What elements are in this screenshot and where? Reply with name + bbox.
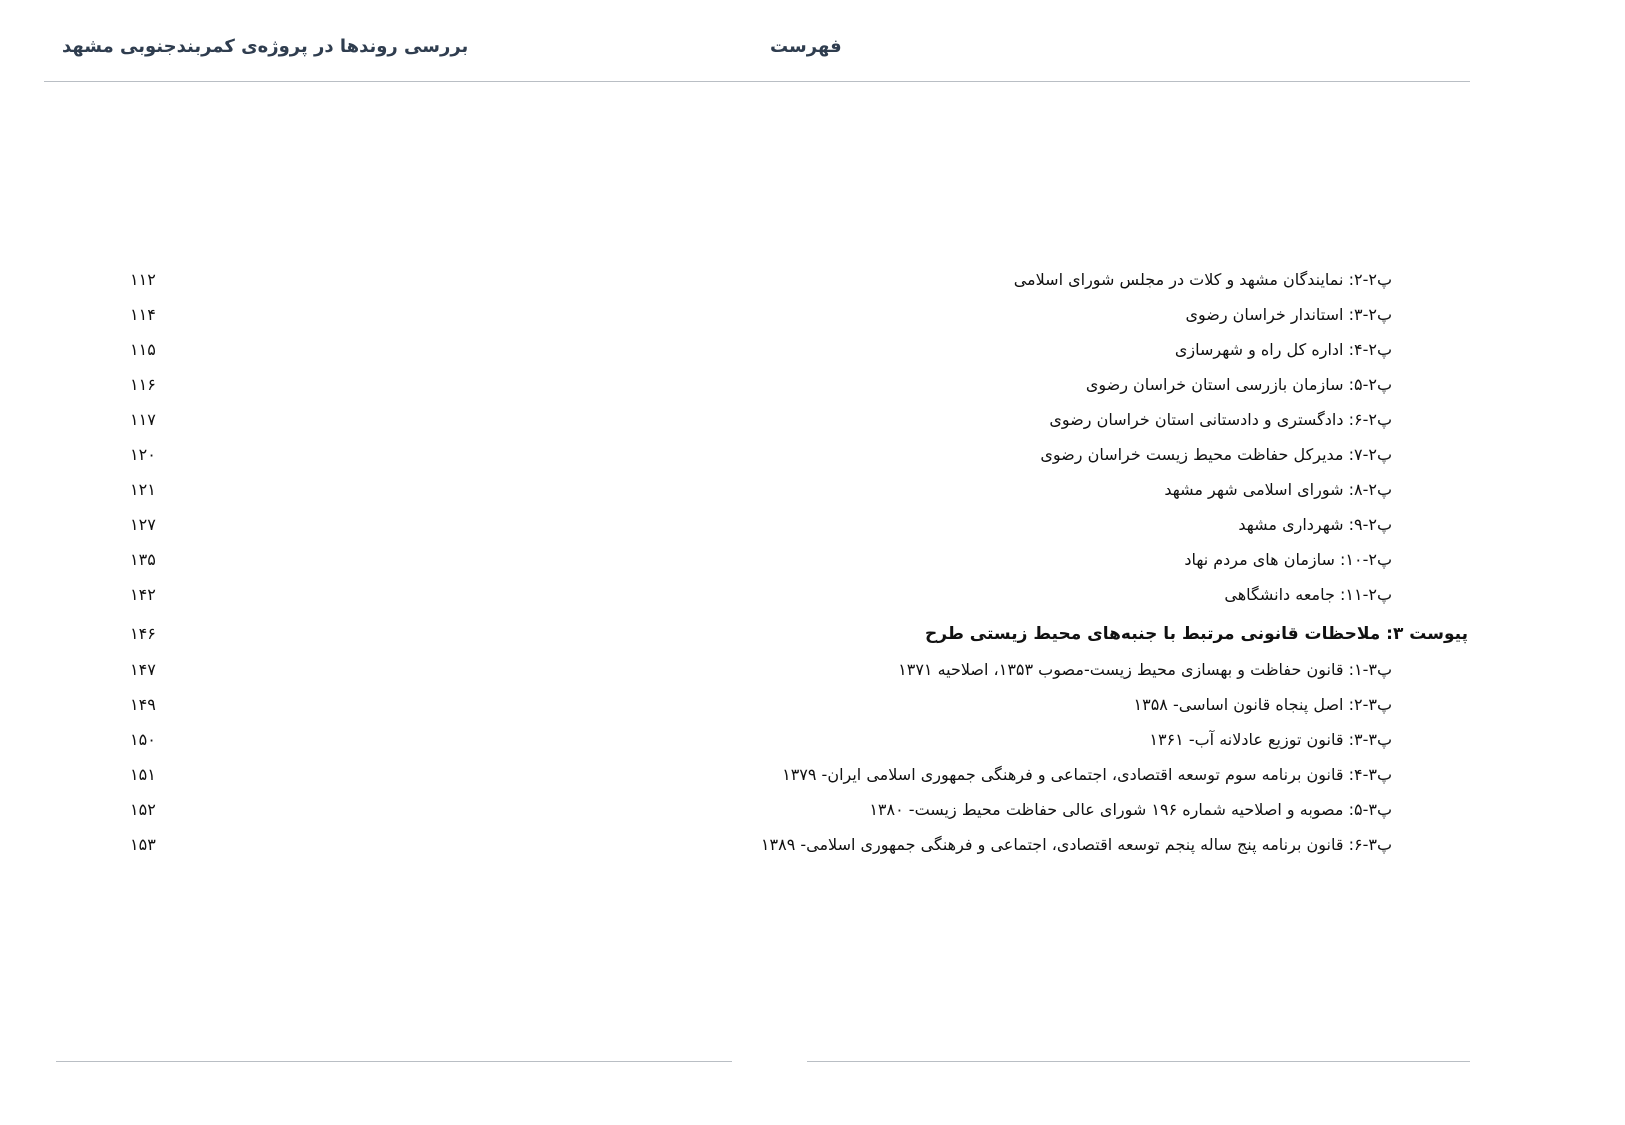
toc-entry-label: پ۲-۶: دادگستری و دادستانی استان خراسان رضوی <box>1049 410 1392 429</box>
toc-entry-page: ۱۱۶ <box>130 375 156 394</box>
toc-entry[interactable] <box>0 476 1625 511</box>
toc-entry-label: پ۲-۱۱: جامعه دانشگاهی <box>1224 585 1392 604</box>
toc-entry-label: پ۲-۴: اداره کل راه و شهرسازی <box>1174 340 1392 359</box>
toc-entry-label: پ۲-۱۰: سازمان های مردم نهاد <box>1184 550 1392 569</box>
toc-entry-label: پ۳-۴: قانون برنامه سوم توسعه اقتصادی، اجتماعی و فرهنگی جمهوری اسلامی ایران- ۱۳۷۹ <box>782 765 1392 784</box>
toc-entry-page: ۱۱۷ <box>130 410 156 429</box>
toc-entry[interactable] <box>0 371 1625 406</box>
table-of-contents <box>0 266 1625 866</box>
toc-entry-page: ۱۲۰ <box>130 445 156 464</box>
toc-entry[interactable] <box>0 266 1625 301</box>
toc-entry[interactable] <box>0 761 1625 796</box>
toc-appendix-heading[interactable] <box>0 616 1625 656</box>
toc-entry[interactable] <box>0 441 1625 476</box>
toc-entry-page: ۱۲۱ <box>130 480 156 499</box>
toc-entry-label: پ۳-۳: قانون توزیع عادلانه آب- ۱۳۶۱ <box>1149 730 1392 749</box>
toc-entry[interactable] <box>0 546 1625 581</box>
toc-entry-label: پ۳-۵: مصوبه و اصلاحیه شماره ۱۹۶ شورای عالی حفاظت محیط زیست- ۱۳۸۰ <box>869 800 1392 819</box>
toc-entry-label: پ۲-۵: سازمان بازرسی استان خراسان رضوی <box>1085 375 1392 394</box>
toc-entry[interactable] <box>0 406 1625 441</box>
toc-entry[interactable] <box>0 691 1625 726</box>
toc-entry-page: ۱۱۵ <box>130 340 156 359</box>
toc-entry-label: پ۳-۶: قانون برنامه پنج ساله پنجم توسعه اقتصادی، اجتماعی و فرهنگی جمهوری اسلامی- ۱۳۸۹ <box>760 835 1392 854</box>
toc-entry[interactable] <box>0 726 1625 761</box>
toc-entry-label: پ۳-۱: قانون حفاظت و بهسازی محیط زیست-مصوب ۱۳۵۳، اصلاحیه ۱۳۷۱ <box>898 660 1392 679</box>
section-title: فهرست <box>770 36 842 57</box>
toc-entry-page: ۱۳۵ <box>130 550 156 569</box>
toc-entry-label: پ۲-۲: نمایندگان مشهد و کلات در مجلس شورای اسلامی <box>1013 270 1392 289</box>
toc-entry-page: ۱۴۷ <box>130 660 156 679</box>
toc-entry[interactable] <box>0 831 1625 866</box>
document-title: بررسی روندها در پروژه‌ی کمربندجنوبی مشهد <box>62 36 469 57</box>
footer-divider-right <box>807 1061 1470 1062</box>
toc-entry-label: پ۲-۸: شورای اسلامی شهر مشهد <box>1164 480 1392 499</box>
toc-entry-page: ۱۴۲ <box>130 585 156 604</box>
toc-entry-label: پ۲-۷: مدیرکل حفاظت محیط زیست خراسان رضوی <box>1040 445 1392 464</box>
toc-entry-page: ۱۴۹ <box>130 695 156 714</box>
toc-entry-page: ۱۲۷ <box>130 515 156 534</box>
toc-entry-page: ۱۵۲ <box>130 800 156 819</box>
toc-entry[interactable] <box>0 656 1625 691</box>
toc-entry[interactable] <box>0 581 1625 616</box>
toc-entry-page: ۱۴۶ <box>130 624 156 643</box>
toc-entry[interactable] <box>0 511 1625 546</box>
toc-entry-page: ۱۱۴ <box>130 305 156 324</box>
toc-entry-label: پ۲-۹: شهرداری مشهد <box>1238 515 1392 534</box>
toc-entry-label: پیوست ۳: ملاحظات قانونی مرتبط با جنبه‌های محیط زیستی طرح <box>925 624 1468 644</box>
footer-divider-left <box>56 1061 732 1062</box>
toc-entry[interactable] <box>0 301 1625 336</box>
toc-entry-page: ۱۵۳ <box>130 835 156 854</box>
toc-entry-page: ۱۵۱ <box>130 765 156 784</box>
toc-entry[interactable] <box>0 796 1625 831</box>
toc-entry-page: ۱۵۰ <box>130 730 156 749</box>
toc-entry-label: پ۳-۲: اصل پنجاه قانون اساسی- ۱۳۵۸ <box>1133 695 1392 714</box>
toc-entry-label: پ۲-۳: استاندار خراسان رضوی <box>1185 305 1392 324</box>
toc-entry-page: ۱۱۲ <box>130 270 156 289</box>
toc-entry[interactable] <box>0 336 1625 371</box>
header-divider <box>44 81 1470 82</box>
